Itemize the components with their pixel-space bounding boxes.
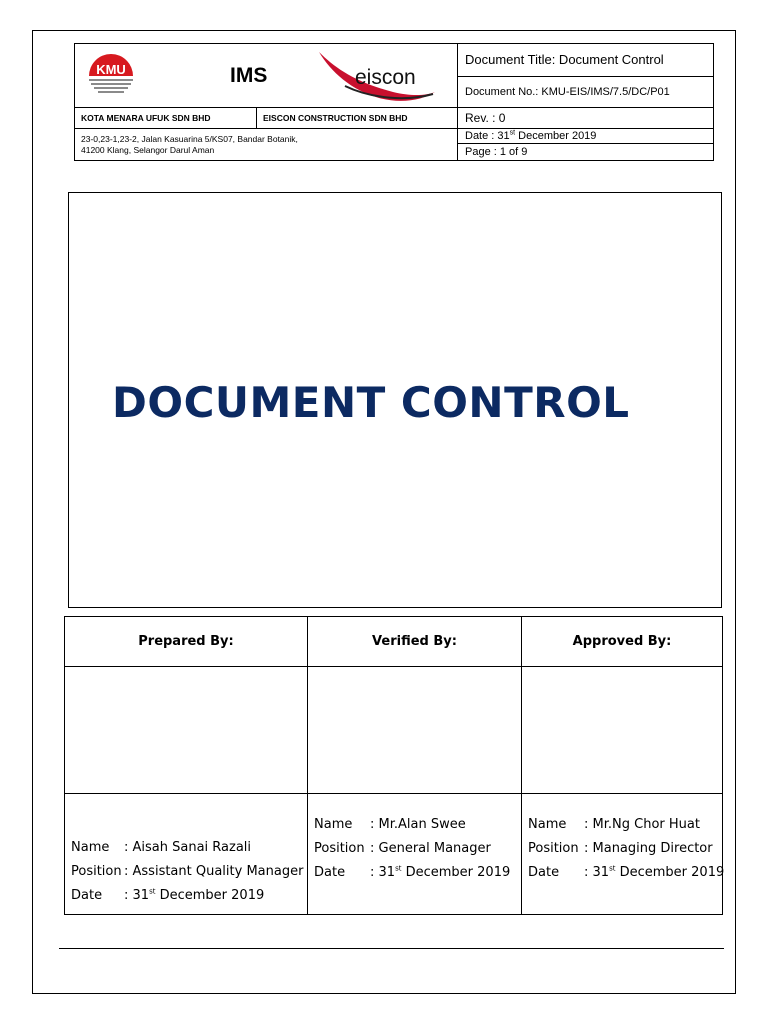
- svg-text:eiscon: eiscon: [355, 66, 416, 89]
- document-number: Document No.: KMU-EIS/IMS/7.5/DC/P01: [458, 77, 713, 108]
- prepared-details: [65, 793, 307, 914]
- approved-heading: Approved By:: [522, 617, 722, 667]
- ims-label: IMS: [230, 64, 268, 87]
- date-label: Date: [528, 865, 560, 880]
- document-header-table: [74, 43, 714, 161]
- prepared-date: : 31st December 2019: [124, 887, 265, 903]
- address-line-2: 41200 Klang, Selangor Darul Aman: [81, 145, 215, 155]
- main-title: DOCUMENT CONTROL: [112, 378, 630, 427]
- kmu-logo: [85, 50, 137, 100]
- page-number: Page : 1 of 9: [465, 146, 528, 158]
- prepared-column: [65, 617, 308, 914]
- logo-cell: [75, 44, 458, 108]
- approved-position: : Managing Director: [584, 841, 713, 856]
- verified-position: : General Manager: [370, 841, 491, 856]
- footer-divider: [59, 948, 724, 949]
- verified-details: [308, 793, 521, 914]
- position-label: Position: [528, 841, 579, 856]
- approved-column: [522, 617, 725, 914]
- company-name-kmu: KOTA MENARA UFUK SDN BHD: [75, 108, 257, 129]
- verified-column: [308, 617, 522, 914]
- company-name-eiscon: EISCON CONSTRUCTION SDN BHD: [257, 108, 458, 129]
- prepared-signature-area: [65, 666, 307, 794]
- approved-name: : Mr.Ng Chor Huat: [584, 817, 700, 832]
- company-address: [75, 129, 458, 160]
- approved-date: : 31st December 2019: [584, 864, 725, 880]
- prepared-name: : Aisah Sanai Razali: [124, 840, 252, 855]
- signoff-table: [64, 616, 723, 915]
- header-date: [458, 129, 713, 144]
- header-date-suffix-sup: st: [509, 129, 516, 137]
- header-date-month-year: December 2019: [515, 130, 597, 142]
- document-title: Document Title: Document Control: [458, 44, 713, 77]
- prepared-position: : Assistant Quality Manager: [124, 864, 304, 879]
- eiscon-logo: [315, 48, 439, 104]
- verified-signature-area: [308, 666, 521, 794]
- verified-name: : Mr.Alan Swee: [370, 817, 466, 832]
- position-label: Position: [314, 841, 365, 856]
- date-label: Date: [314, 865, 346, 880]
- revision-number: Rev. : 0: [458, 108, 713, 129]
- title-box: [68, 192, 722, 608]
- name-label: Name: [314, 817, 353, 832]
- approved-details: [522, 793, 725, 914]
- date-label: Date: [71, 888, 103, 903]
- name-label: Name: [71, 840, 110, 855]
- verified-heading: Verified By:: [308, 617, 521, 667]
- address-line-1: 23-0,23-1,23-2, Jalan Kasuarina 5/KS07, Bandar Botanik,: [81, 134, 298, 144]
- approved-signature-area: [522, 666, 722, 794]
- prepared-heading: Prepared By:: [65, 617, 307, 667]
- svg-text:KMU: KMU: [96, 62, 126, 77]
- position-label: Position: [71, 864, 122, 879]
- name-label: Name: [528, 817, 567, 832]
- verified-date: : 31st December 2019: [370, 864, 511, 880]
- header-date-prefix: Date : 31: [465, 130, 510, 142]
